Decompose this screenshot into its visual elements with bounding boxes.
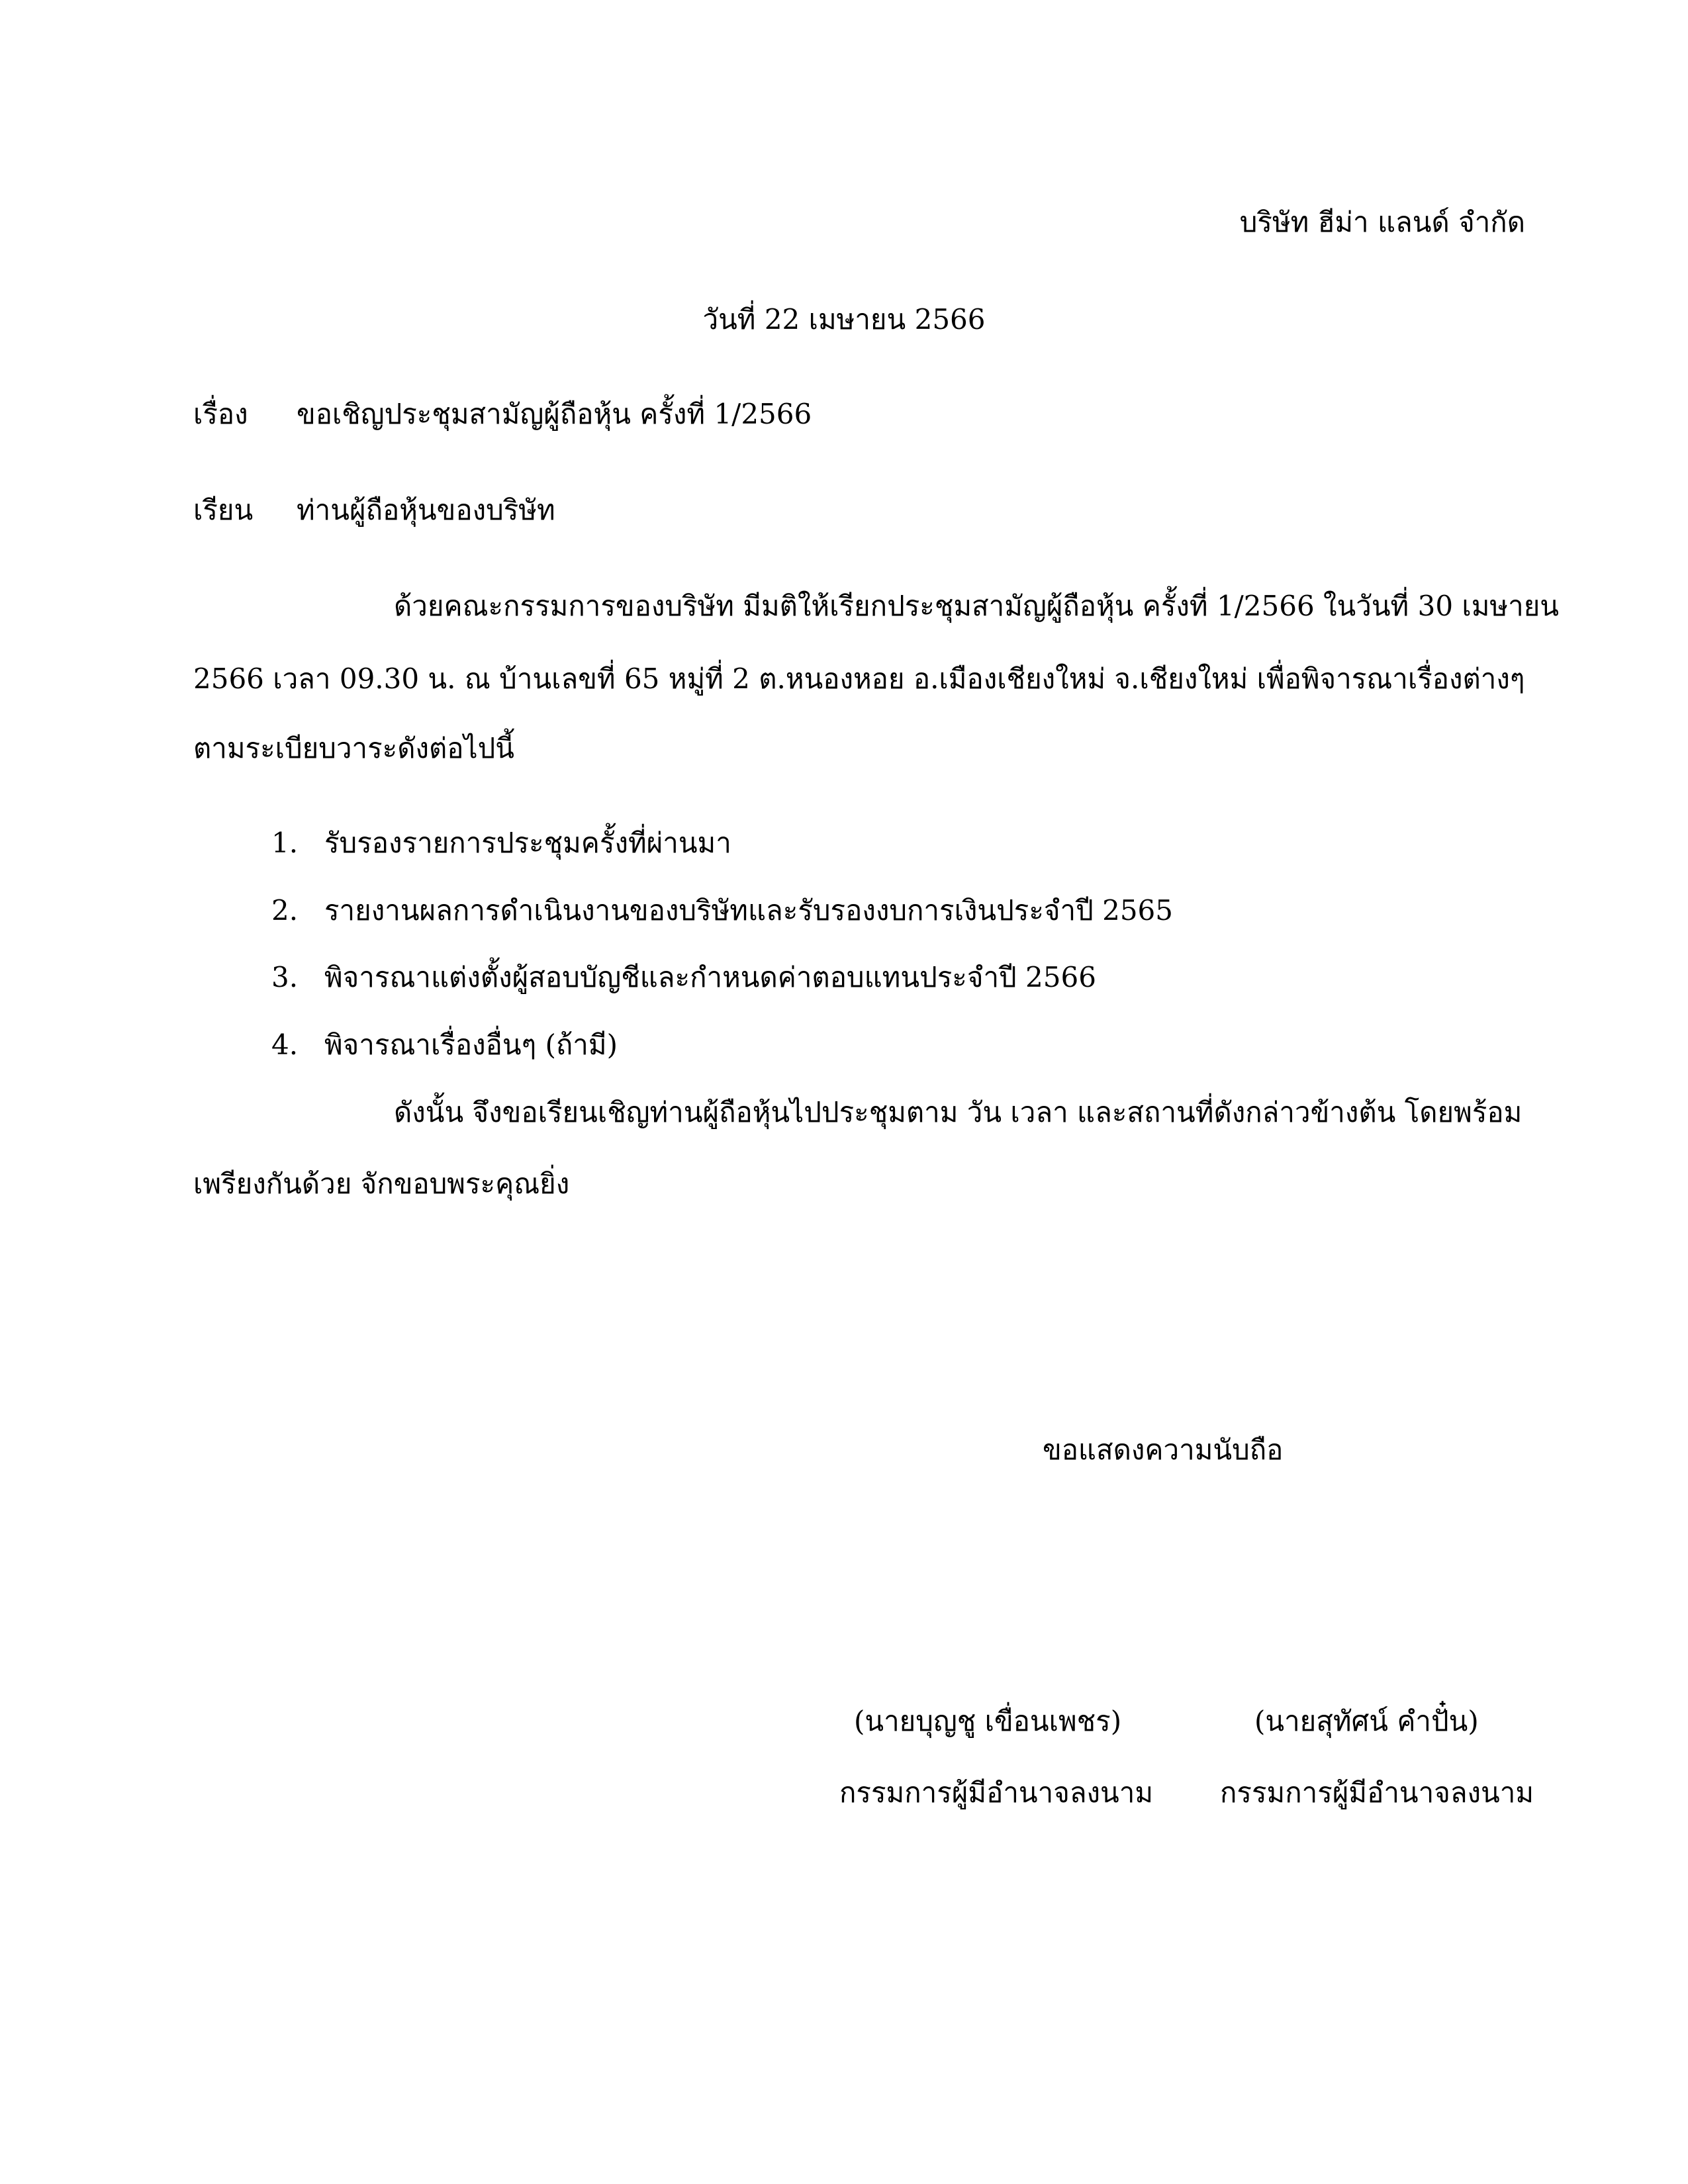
agenda-item-4-number: 4. — [271, 1028, 299, 1061]
body-paragraph-1-line-3: ตามระเบียบวาระดังต่อไปนี้ — [193, 732, 515, 764]
subject-label: เรื่อง — [193, 398, 248, 430]
body-paragraph-1-line-2: 2566 เวลา 09.30 น. ณ บ้านเลขที่ 65 หมู่ที่ 2 ต.หนองหอย อ.เมืองเชียงใหม่ จ.เชียงใหม่ เพื่อพิจารณาเรื่องต่างๆ — [193, 662, 1525, 695]
company-name: บริษัท ฮีม่า แลนด์ จำกัด — [1239, 206, 1525, 238]
agenda-item-3-text: พิจารณาแต่งตั้งผู้สอบบัญชีและกำหนดค่าตอบแทนประจำปี 2566 — [324, 961, 1096, 993]
signatory-2-title: กรรมการผู้มีอำนาจลงนาม — [1220, 1776, 1534, 1809]
signatory-1-title: กรรมการผู้มีอำนาจลงนาม — [839, 1776, 1154, 1809]
recipient-text: ท่านผู้ถือหุ้นของบริษัท — [297, 494, 555, 526]
letter-date: วันที่ 22 เมษายน 2566 — [702, 303, 986, 336]
recipient-label: เรียน — [193, 494, 254, 526]
body-paragraph-2-line-2: เพรียงกันด้วย จักขอบพระคุณยิ่ง — [193, 1167, 570, 1200]
signatory-1-name: (นายบุญชู เขื่อนเพชร) — [854, 1705, 1122, 1737]
body-paragraph-2-line-1: ดังนั้น จึงขอเรียนเชิญท่านผู้ถือหุ้นไปประชุมตาม วัน เวลา และสถานที่ดังกล่าวข้างต้น โดยพร้อม — [394, 1096, 1523, 1128]
agenda-item-1-text: รับรองรายการประชุมครั้งที่ผ่านมา — [324, 827, 731, 859]
agenda-item-2-text: รายงานผลการดำเนินงานของบริษัทและรับรองงบการเงินประจำปี 2565 — [324, 894, 1174, 927]
body-paragraph-1-line-1: ด้วยคณะกรรมการของบริษัท มีมติให้เรียกประชุมสามัญผู้ถือหุ้น ครั้งที่ 1/2566 ในวันที่ 30 เมษายน — [394, 590, 1560, 622]
agenda-item-1-number: 1. — [271, 827, 299, 859]
closing-phrase: ขอแสดงความนับถือ — [1043, 1433, 1284, 1466]
agenda-item-3-number: 3. — [271, 961, 299, 993]
agenda-item-4-text: พิจารณาเรื่องอื่นๆ (ถ้ามี) — [324, 1028, 618, 1061]
subject-text: ขอเชิญประชุมสามัญผู้ถือหุ้น ครั้งที่ 1/2566 — [297, 398, 812, 430]
agenda-item-2-number: 2. — [271, 894, 299, 927]
signatory-2-name: (นายสุทัศน์ คำปั๋น) — [1254, 1705, 1479, 1737]
